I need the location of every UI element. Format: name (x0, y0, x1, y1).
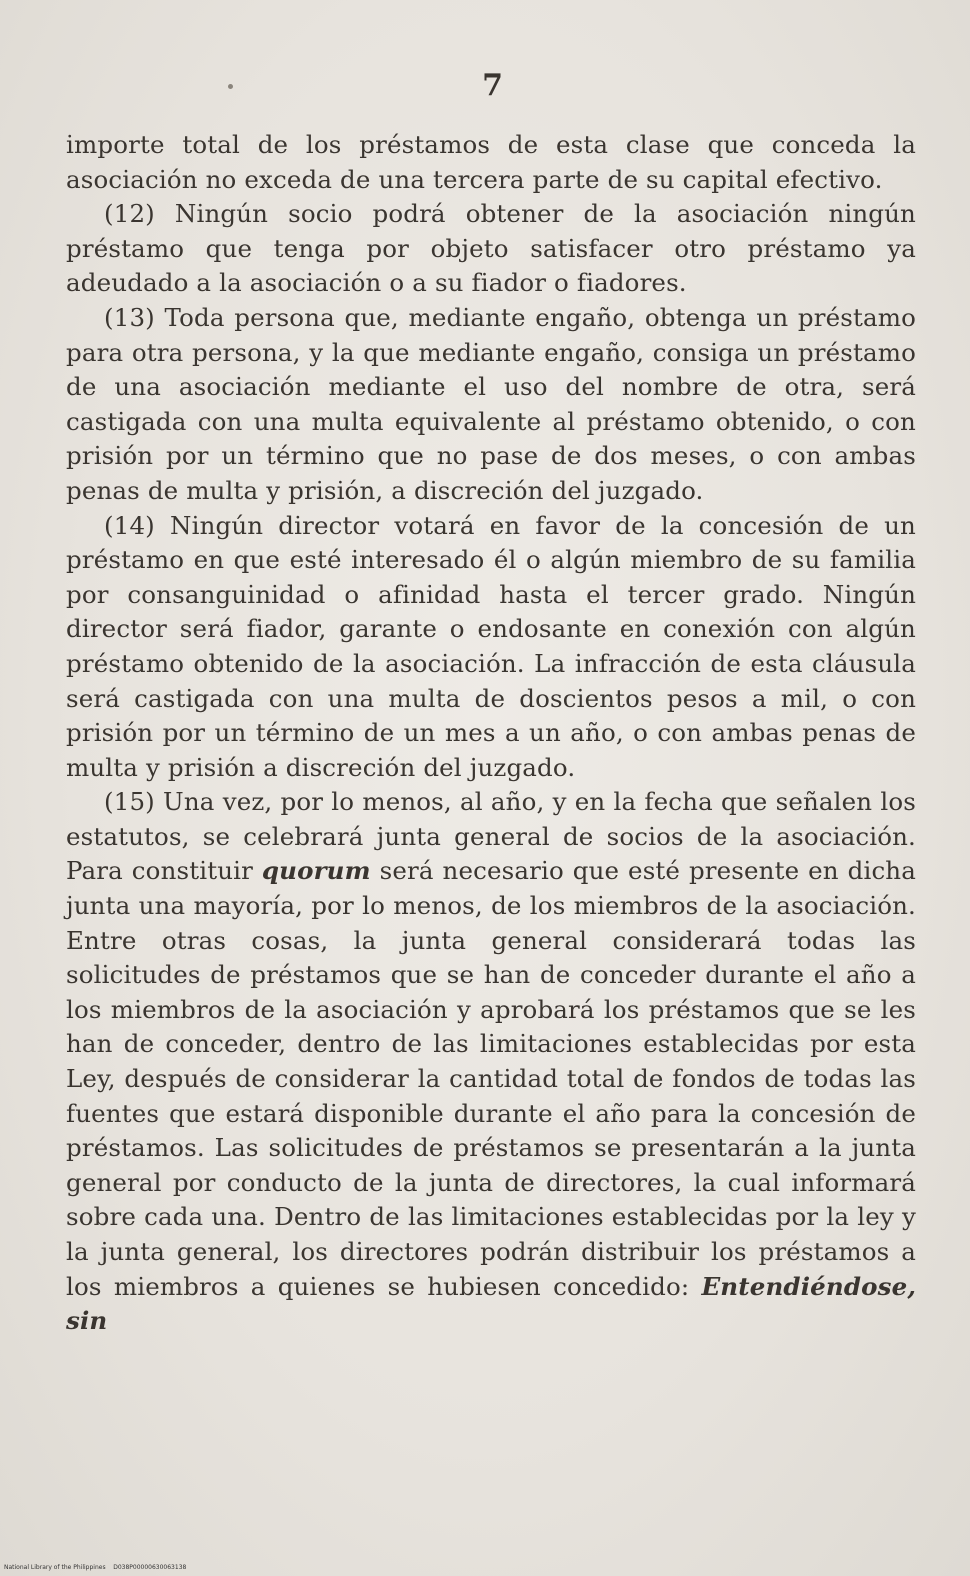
footer-credit: National Library of the Philippines D038P00000630063138 (4, 1564, 187, 1571)
paragraph-15 (66, 785, 916, 1339)
quorum-term: quorum (261, 856, 371, 886)
paragraph-14: (14) Ningún director votará en favor de la concesión de un préstamo en que esté interesado él o algún miembro de su familia por consanguinidad o afinidad hasta el tercer grado. Ningún director será fiador, garante o endosante en conexión con algún préstamo obtenido de la asociación. La infracción de esta cláusula será castigada con una multa de doscientos pesos a mil, o con prisión por un término de un mes a un año, o con ambas penas de multa y prisión a discreción del juzgado. (66, 510, 916, 782)
body-text (66, 128, 916, 1339)
paragraph-15-part-1: (15) Una vez, por lo menos, al año, y en la fecha que señalen los estatutos, se celebrará junta general de socios de la asociación. Para constituir (66, 787, 916, 886)
paragraph-12: (12) Ningún socio podrá obtener de la asociación ningún préstamo que tenga por objeto satisfacer otro préstamo ya adeudado a la asociación o a su fiador o fiadores. (66, 199, 916, 298)
proviso-term: Entendiéndose, sin (66, 1271, 916, 1336)
paragraph-13: (13) Toda persona que, mediante engaño, obtenga un préstamo para otra persona, y la que mediante engaño, consiga un préstamo de una asociación mediante el uso del nombre de otra, será castigada con una multa equivalente al préstamo obtenido, o con prisión por un término que no pase de dos meses, o con ambas penas de multa y prisión, a discreción del juzgado. (66, 302, 916, 505)
paragraph-continuation: importe total de los préstamos de esta clase que conceda la asociación no exceda de una tercera parte de su capital efectivo. (66, 130, 916, 194)
paragraph-15-part-2: será necesario que esté presente en dicha junta una mayoría, por lo menos, de los miembros de la asociación. Entre otras cosas, la junta general considerará todas las solicitudes de préstamos que se han de conceder durante el año a los miembros de la asociación y aprobará los préstamos que se les han de conceder, dentro de las limitaciones establecidas por esta Ley, después de considerar la cantidad total de fondos de todas las fuentes que estará disponible durante el año para la concesión de préstamos. Las solicitudes de préstamos se presentarán a la junta general por conducto de la junta de directores, la cual informará sobre cada una. Dentro de las limitaciones establecidas por la ley y la junta general, los directores podrán distribuir los préstamos a los miembros a quienes se hubiesen concedido: (66, 856, 916, 1301)
page-number: 7 (482, 68, 503, 103)
